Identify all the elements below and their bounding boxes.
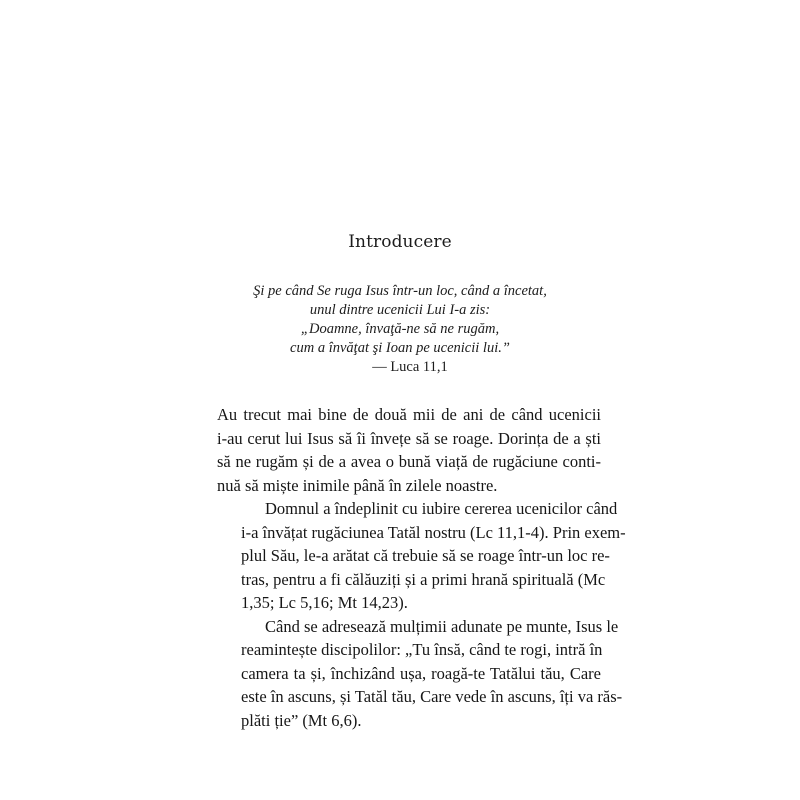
text-line: reamintește discipolilor: „Tu însă, când te rogi, intră în — [241, 640, 603, 659]
paragraph — [217, 403, 601, 497]
text-line: să ne rugăm și de a avea o bună viață de rugăciune conti- — [217, 452, 601, 471]
epigraph-line: cum a învăţat şi Ioan pe ucenicii lui.” — [290, 340, 510, 356]
text-line: i-au cerut lui Isus să îi învețe să se roage. Dorința de a ști — [217, 428, 601, 448]
text-line: nuă să miște inimile până în zilele noastre. — [217, 475, 498, 495]
text-line: Domnul a îndeplinit cu iubire cererea ucenicilor când — [265, 499, 618, 518]
text-line: este în ascuns, și Tatăl tău, Care vede în ascuns, îți va răs- — [241, 687, 623, 706]
text-line: camera ta și, închizând ușa, roagă-te Tatălui tău, Care — [241, 663, 601, 683]
text-line: plăti ție” (Mt 6,6). — [241, 710, 362, 730]
epigraph-line: Şi pe când Se ruga Isus într-un loc, când a încetat, — [253, 283, 547, 299]
epigraph-line: „Doamne, învaţă-ne să ne rugăm, — [300, 321, 500, 337]
chapter-title: Introducere — [348, 232, 452, 252]
epigraph-reference: — Luca 11,1 — [372, 359, 448, 375]
text-line: 1,35; Lc 5,16; Mt 14,23). — [241, 593, 408, 612]
epigraph — [0, 282, 800, 377]
text-line: plul Său, le-a arătat că trebuie să se roage într-un loc re- — [241, 546, 610, 565]
paragraph — [217, 497, 626, 615]
text-line: Când se adresează mulțimii adunate pe munte, Isus le — [265, 616, 619, 636]
text-line: tras, pentru a fi călăuziți și a primi hrană spirituală (Mc — [241, 569, 606, 589]
epigraph-line: unul dintre ucenicii Lui I-a zis: — [309, 302, 491, 318]
text-line: Au trecut mai bine de două mii de ani de când ucenicii — [217, 405, 601, 424]
text-line: i-a învățat rugăciunea Tatăl nostru (Lc 11,1-4). Prin exem- — [241, 522, 626, 542]
paragraph — [217, 615, 623, 733]
body-text — [217, 403, 626, 732]
